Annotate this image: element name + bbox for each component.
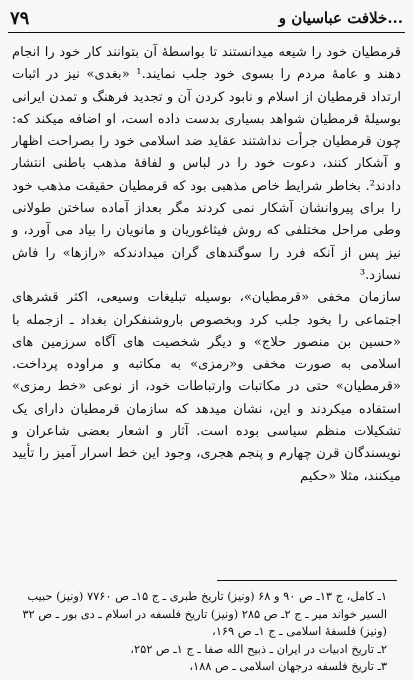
footnotes [12, 588, 401, 676]
running-title: خلافت عباسیان و... [278, 9, 403, 27]
footnote-2: ۲ـ تاریخ ادبیات در ایران ـ ذبیح الله صفا ـ ج ۱ـ ص ۲۵۲، [130, 641, 387, 656]
page-number: ۷۹ [10, 7, 30, 29]
page-header [10, 6, 403, 30]
footnote-1: ۱ـ کامل، ج ۱۳ـ ص ۹۰ و ۶۸ (ونیز) تاریخ طبری ـ ج ۱۵ـ ص ۷۷۶۰ (ونیز) حبیب السیر خواند میر ـ ج ۲ـ ص ۲۸۵ (ونیز) تاریخ فلسفه در اسلام ـ دی بور ـ ص ۳۲ (ونیز) فلسفهٔ اسلامی ـ ج ۱ـ ص ۱۶۹، [22, 589, 387, 638]
header-divider [8, 32, 405, 33]
body-text [12, 42, 401, 488]
paragraph-1: قرمطیان خود را شیعه میدانستند تا بواسطهٔ آن بتوانند کار خود را انجام دهند و عامهٔ مردم را بسوی خود جلب نمایند.¹ «بغدی» نیز در اثبات ارتداد قرمطیان از اسلام و نابود کردن آن و تجدید فرهنگ و تمدن ایرانی بوسیلهٔ قرمطیان شواهد بسیاری بدست داده است، او اضافه میکند که: چون قرمطیان جرأت نداشتند عقاید ضد اسلامی خود را بصراحت اظهار و آشکار کنند، دعوت خود را در لباس و لفافهٔ مذهب باطنی انتشار دادند². بخاطر شرایط خاص مذهبی بود که قرمطیان حقیقت مذهب خود را برای پیروانشان آشکار نمی کردند مگر بعداز آماده ساختن طولانی وطی مراحل مختلفی که روش فیثاغوریان و مانویان را بیاد می آورد، و نیز پس از آنکه فرد را سوگندهای گران میدادندکه «رازها» را فاش نسازد.³ [12, 45, 401, 283]
footnote-divider [217, 580, 397, 581]
footnote-3: ۳ـ تاریخ فلسفه درجهان اسلامی ـ ص ۱۸۸، [189, 659, 387, 673]
paragraph-2: سازمان مخفی «قرمطیان»، بوسیله تبلیغات وسیعی، اکثر قشرهای اجتماعی را بخود جلب کرد وبخصوص باروشنفکران بغداد ـ ازجمله با «حسین بن منصور حلاج» و دیگر شخصیت های آگاه سرزمین های اسلامی به صورت مخفی و«رمزی» به مکاتبه و مراوده پرداخت. «قرمطیان» حتی در مکاتبات وارتباطات خود، از نوعی «خط رمزی» استفاده میکردند و این، نشان میدهد که سازمان قرمطیان دارای یک تشکیلات منظم سیاسی بوده است. آثار و اشعار بعضی شاعران و نویسندگان قرن چهارم و پنجم هجری، وجود این خط اسرار آمیز را تأیید میکنند، مثلا «حکیم [12, 290, 401, 484]
